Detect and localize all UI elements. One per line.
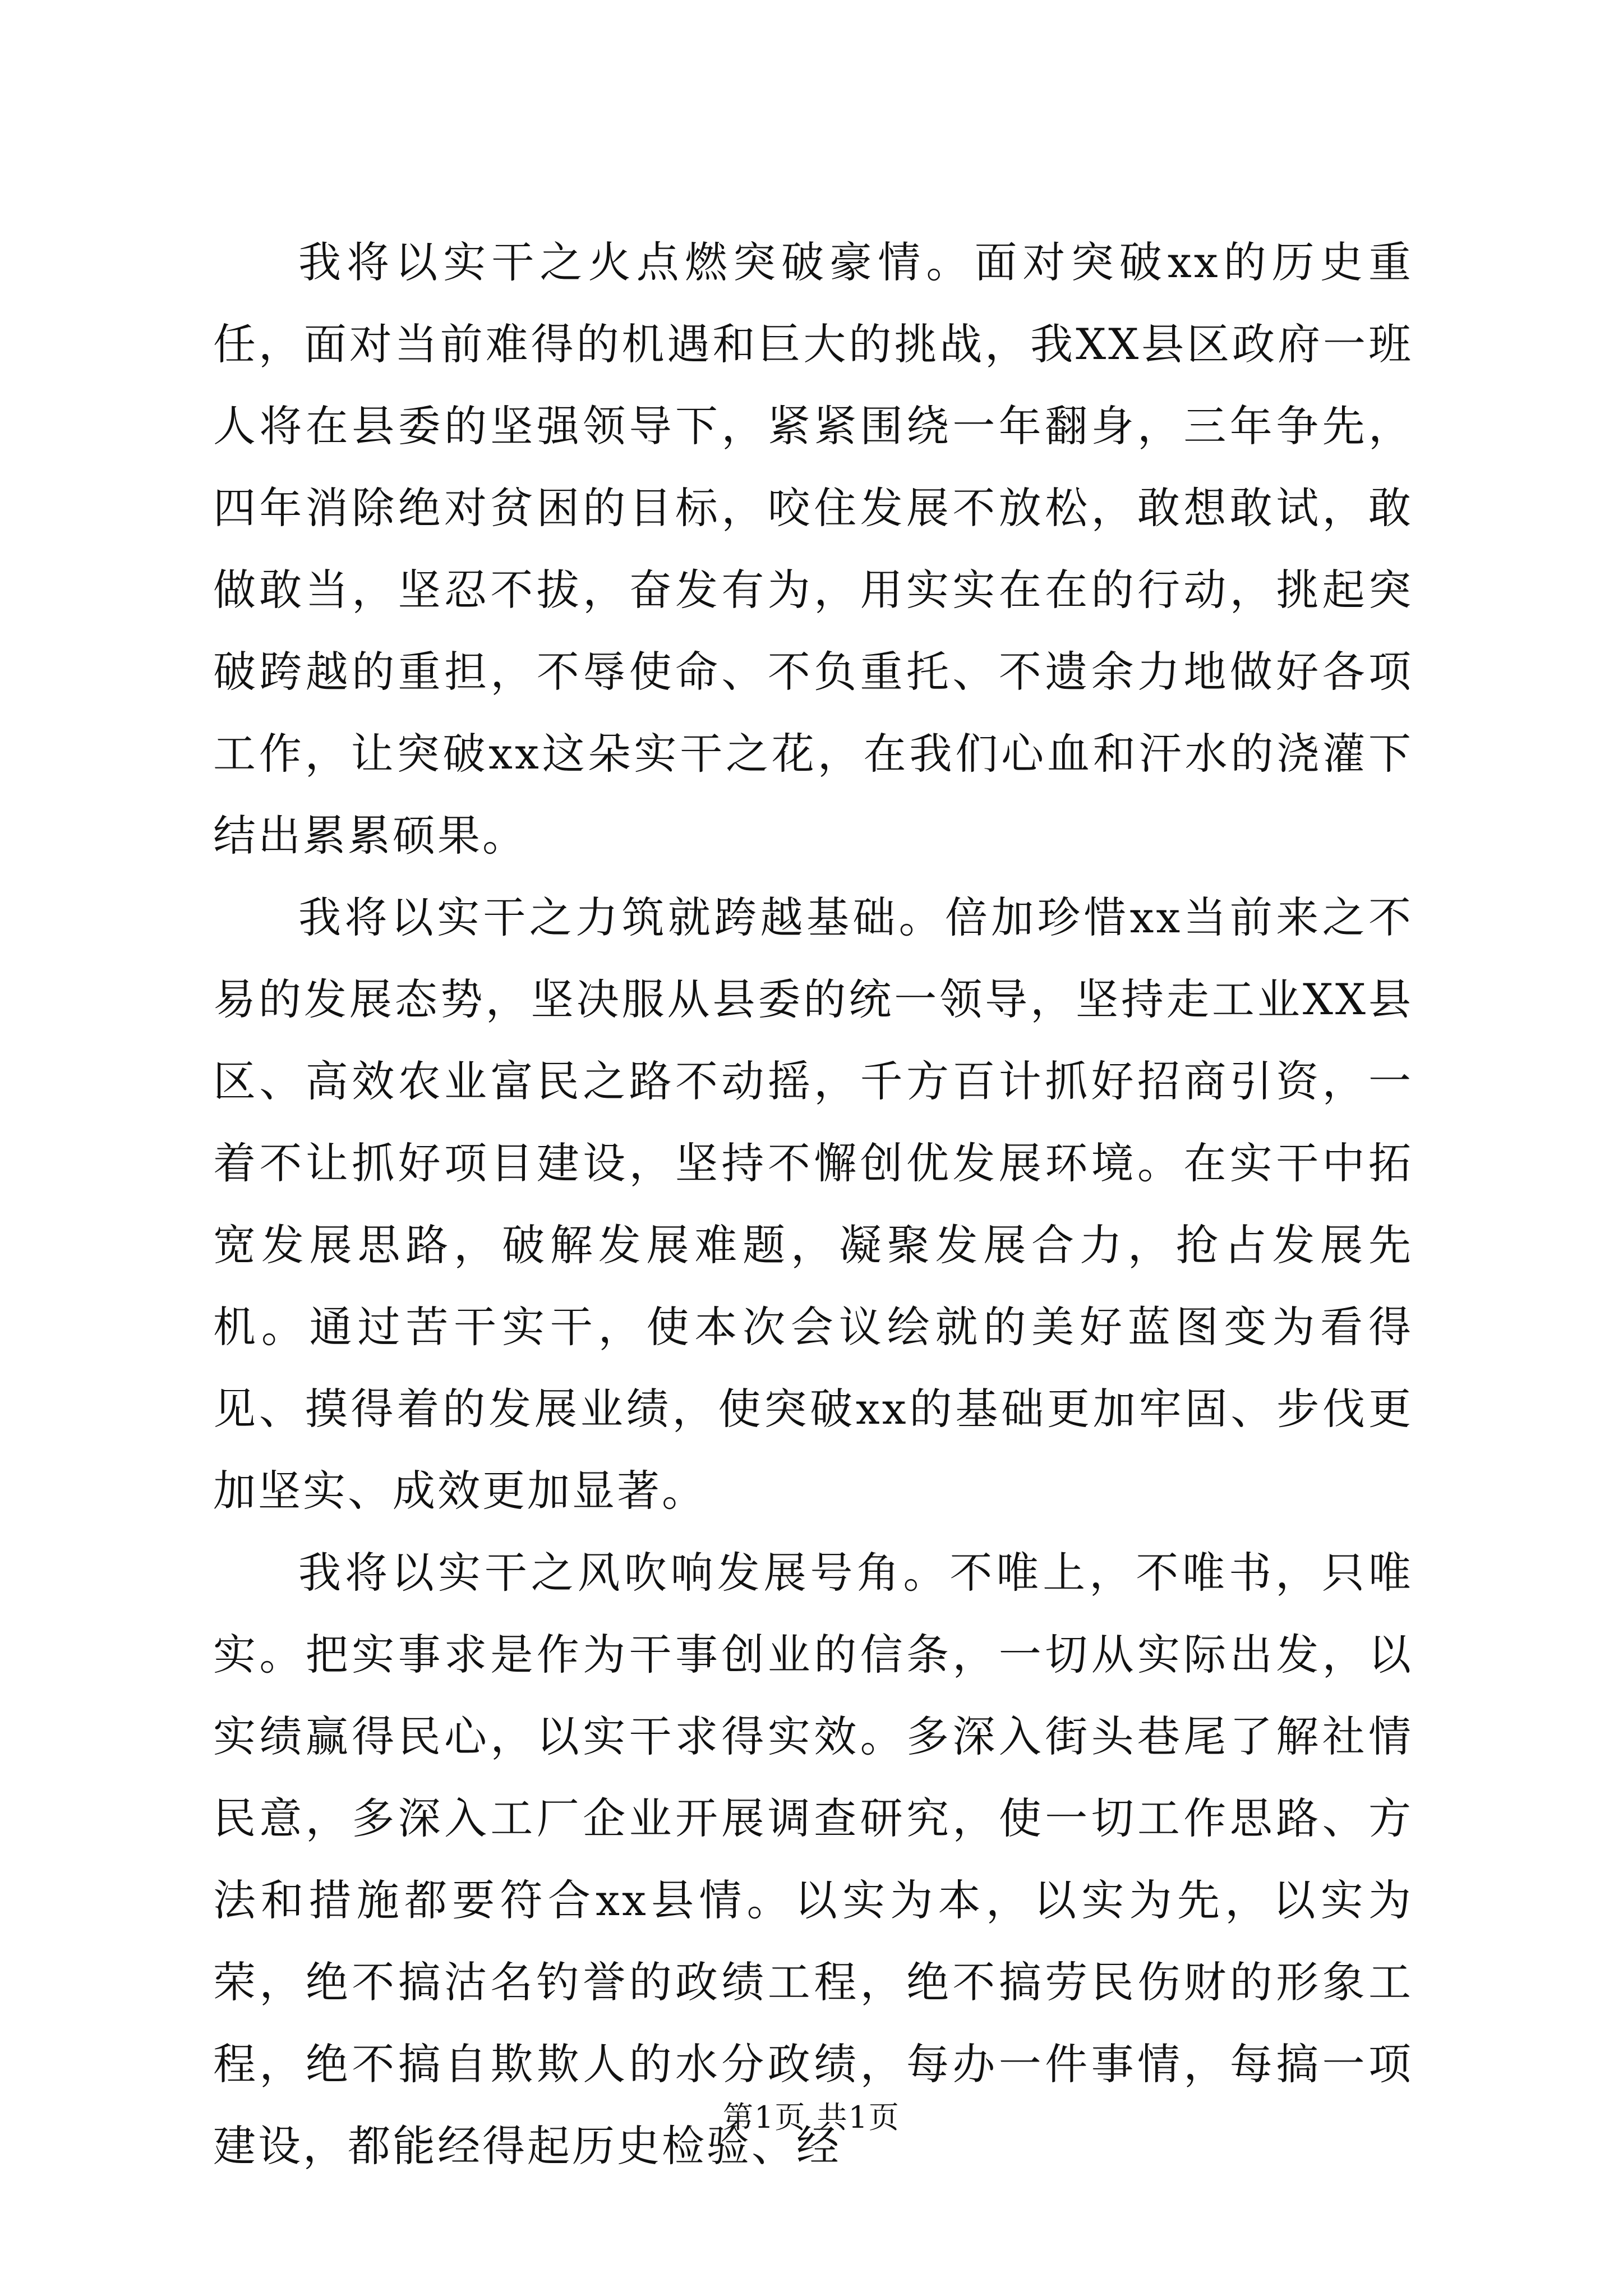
paragraph-2: 我将以实干之力筑就跨越基础。倍加珍惜xx当前来之不易的发展态势，坚决服从县委的统一领导，坚持走工业XX县区、高效农业富民之路不动摇，千方百计抓好招商引资，一着不让抓好项目建设，坚持不懈创优发展环境。在实干中拓宽发展思路，破解发展难题，凝聚发展合力，抢占发展先机。通过苦干实干，使本次会议绘就的美好蓝图变为看得见、摸得着的发展业绩，使突破xx的基础更加牢固、步伐更加坚实、成效更加显著。	[213, 892, 1413, 1516]
document-body	[213, 222, 1413, 2187]
paragraph-3: 我将以实干之风吹响发展号角。不唯上，不唯书，只唯实。把实事求是作为干事创业的信条，一切从实际出发，以实绩赢得民心，以实干求得实效。多深入街头巷尾了解社情民意，多深入工厂企业开展调查研究，使一切工作思路、方法和措施都要符合xx县情。以实为本，以实为先，以实为荣，绝不搞沽名钓誉的政绩工程，绝不搞劳民伤财的形象工程，绝不搞自欺欺人的水分政绩，每办一件事情，每搞一项建设，都能经得起历史检验、经	[213, 1548, 1413, 2171]
page-footer: 第1页 共1页	[723, 2100, 900, 2135]
paragraph-1: 我将以实干之火点燃突破豪情。面对突破xx的历史重任，面对当前难得的机遇和巨大的挑战，我XX县区政府一班人将在县委的坚强领导下，紧紧围绕一年翻身，三年争先，四年消除绝对贫困的目标，咬住发展不放松，敢想敢试，敢做敢当，坚忍不拔，奋发有为，用实实在在的行动，挑起突破跨越的重担，不辱使命、不负重托、不遗余力地做好各项工作，让突破xx这朵实干之花，在我们心血和汗水的浇灌下结出累累硕果。	[213, 237, 1413, 861]
